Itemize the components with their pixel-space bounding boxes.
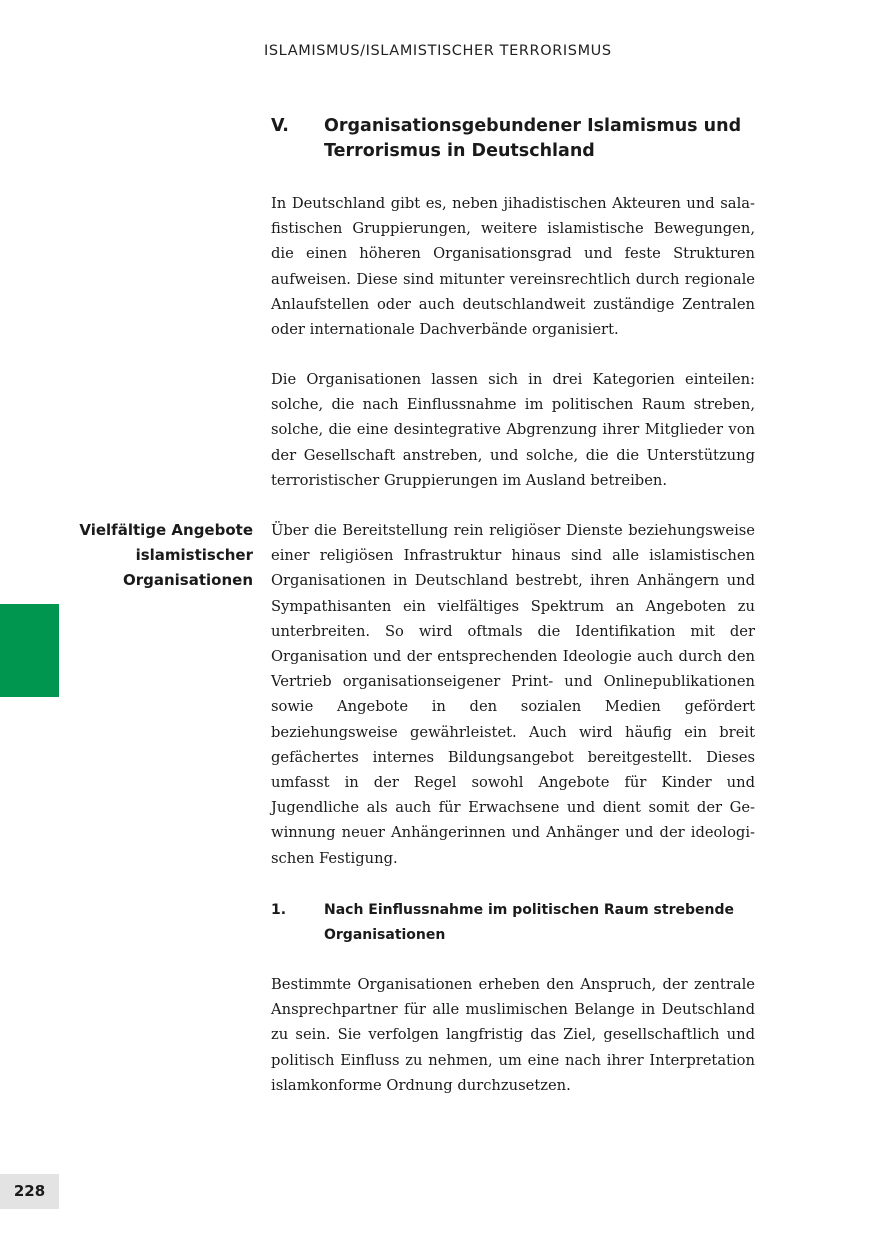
subsection-title: Nach Einflussnahme im politischen Raum strebende Organisationen	[324, 902, 734, 943]
chapter-color-tab	[0, 604, 59, 697]
paragraph-political-influence: Bestimmte Organisationen erheben den Anspruch, der zentrale Ansprechpartner für alle muslimischen Belange in Deutschland zu sein. Sie verfolgen langfristig das Ziel, gesellschaftlich und politisch Einfluss zu nehmen, um eine nach ihrer Interpretation islamkonforme Ordnung durchzusetzen.	[271, 976, 755, 1094]
running-header: ISLAMISMUS/ISLAMISTISCHER TERRORISMUS	[264, 43, 612, 59]
paragraph-offerings: Über die Bereitstellung rein religiöser Dienste beziehungsweise einer religiösen Infrastruktur hinaus sind alle islamistischen Organisationen in Deutschland bestrebt, ihren Anhängern und Sympathisanten ein vielfältiges Spektrum an Angeboten zu unterbreiten. So wird oftmals die Identifikation mit der Organisation und der entsprechenden Ideologie auch durch den Vertrieb organisationseigener Print- und Onlinepublikationen sowie Angebote in den sozialen Medien gefördert beziehungsweise gewährleistet. Auch wird häufig ein breit gefächertes internes Bildungsangebot bereitgestellt. Dieses umfasst in der Regel sowohl Angebote für Kinder und Jugendliche als auch für Erwachsene und dient somit der Gewinnung neuer Anhängerinnen und Anhänger und der ideologischen Festigung.	[271, 522, 755, 867]
section-number: V.	[271, 116, 289, 136]
page-number: 228	[0, 1174, 59, 1209]
subsection-number: 1.	[271, 902, 287, 918]
margin-note: Vielfältige Angebote islamistischer Organisationen	[79, 521, 253, 590]
paragraph-categories: Die Organisationen lassen sich in drei Kategorien einteilen: solche, die nach Einflussnahme im politischen Raum streben, solche, die eine desintegrative Abgrenzung ihrer Mitglieder von der Gesellschaft anstreben, und solche, die die Unterstützung terroristischer Gruppierungen im Ausland betreiben.	[271, 371, 755, 489]
section-title: Organisationsgebundener Islamismus und Terrorismus in Deutschland	[324, 116, 742, 161]
paragraph-intro: In Deutschland gibt es, neben jihadistischen Akteuren und salafistischen Gruppierungen, weitere islamistische Bewegungen, die einen höheren Organisationsgrad und feste Strukturen aufweisen. Diese sind mitunter vereinsrechtlich durch regionale Anlaufstellen oder auch deutschlandweit zuständige Zentralen oder internationale Dachverbände organisiert.	[271, 195, 755, 339]
